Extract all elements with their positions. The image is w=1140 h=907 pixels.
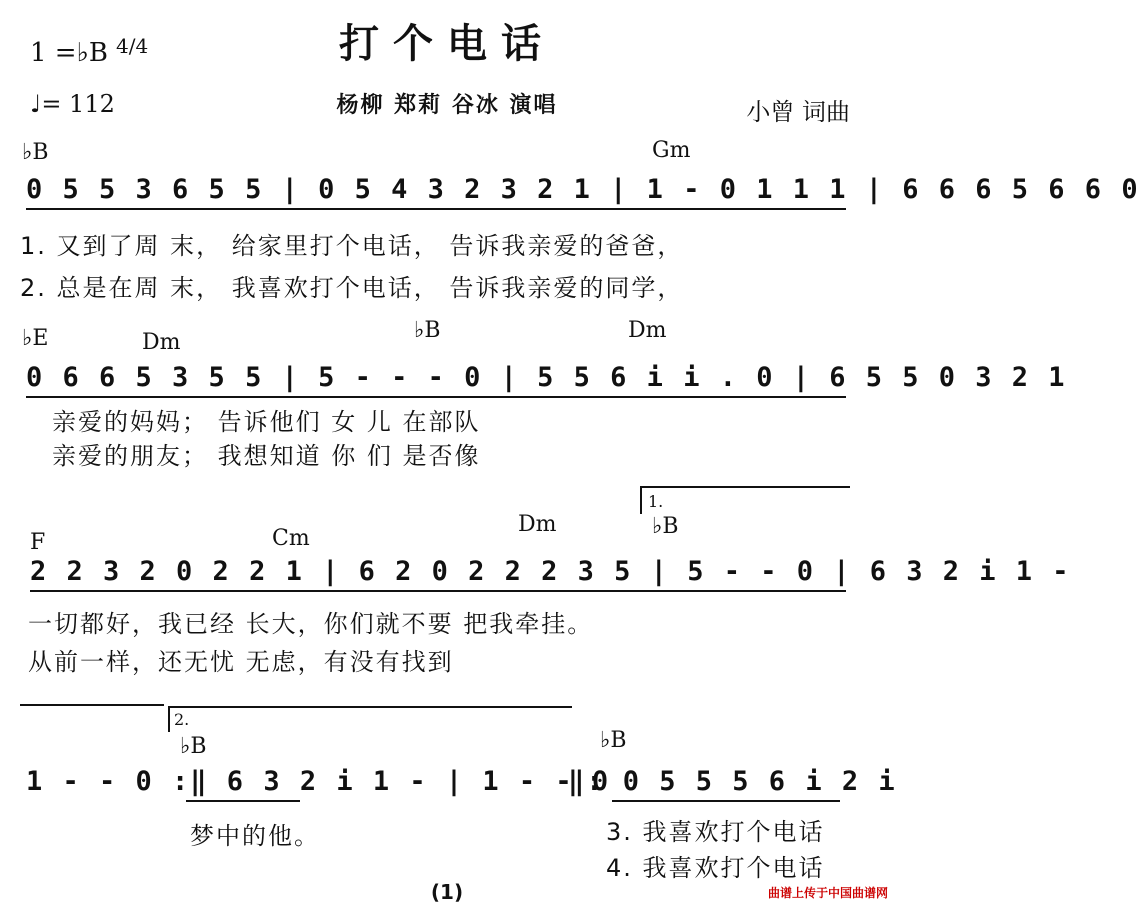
volta-bracket [168, 706, 572, 708]
volta-bracket [640, 486, 642, 514]
source-watermark: 曲谱上传于中国曲谱网 [767, 886, 888, 900]
notation-line: 0 6 6 5 3 5 5 | 5 - - - 0 | 5 5 6 i i . 0 | 6 5 5 0 3 2 1 [26, 362, 1067, 393]
lyric-verse-2: 2. 总是在周 末， 我喜欢打个电话， 告诉我亲爱的同学， [20, 274, 684, 302]
chord-label: Dm [142, 330, 181, 355]
page-number: (1) [430, 880, 464, 904]
lyric-verse-2: 亲爱的朋友； 我想知道 你 们 是否像 [52, 442, 481, 470]
volta-bracket [20, 704, 164, 706]
volta-number: 1. [648, 492, 664, 511]
volta-number: 2. [174, 710, 190, 729]
volta-bracket [640, 486, 850, 488]
lyric-verse-2: 梦中的他。 [190, 822, 320, 850]
notation-line: ‖: 0 5 5 5 6 i 2 i [568, 766, 897, 797]
chord-label: ♭B [600, 728, 627, 753]
lyric-verse-2: 从前一样，还无忧 无虑，有没有找到 [28, 648, 454, 676]
chord-label: ♭B [652, 514, 679, 539]
chord-label: ♭B [180, 734, 207, 759]
chord-label: Dm [628, 318, 667, 343]
key-signature: 1 =♭B [30, 38, 108, 68]
notation-line: 1 - - 0 :‖ 6 3 2 i 1 - | 1 - - 0 [26, 766, 611, 797]
lyric-verse-4: 4. 我喜欢打个电话 [606, 854, 825, 882]
beat-underline [612, 800, 840, 802]
lyric-verse-3: 3. 我喜欢打个电话 [606, 818, 825, 846]
composer-credit: 小曾 词曲 [746, 98, 850, 126]
chord-label: ♭B [414, 318, 441, 343]
chord-label: F [30, 530, 46, 555]
chord-label: Cm [272, 526, 310, 551]
performers: 杨柳 郑莉 谷冰 演唱 [336, 93, 558, 118]
lyric-verse-1: 亲爱的妈妈； 告诉他们 女 儿 在部队 [52, 408, 481, 436]
lyric-verse-1: 一切都好，我已经 长大，你们就不要 把我牵挂。 [28, 610, 594, 638]
chord-label: Dm [518, 512, 557, 537]
beat-underline [26, 396, 846, 398]
beat-underline [26, 208, 846, 210]
song-title: 打个电话 [339, 21, 555, 67]
time-signature: 4/4 [116, 34, 149, 58]
lyric-verse-1: 1. 又到了周 末， 给家里打个电话， 告诉我亲爱的爸爸， [20, 232, 684, 260]
notation-line: 0 5 5 3 6 5 5 | 0 5 4 3 2 3 2 1 | 1 - 0 1 1 1 | 6 6 6 5 6 6 0 [26, 174, 1140, 205]
chord-label: ♭E [22, 326, 49, 351]
beat-underline [186, 800, 300, 802]
chord-label: Gm [652, 138, 691, 163]
notation-line: 2 2 3 2 0 2 2 1 | 6 2 0 2 2 2 3 5 | 5 - - 0 | 6 3 2 i 1 - [30, 556, 1071, 587]
chord-label: ♭B [22, 140, 49, 165]
beat-underline [30, 590, 846, 592]
tempo-marking: ♩= 112 [30, 90, 115, 118]
volta-bracket [168, 706, 170, 732]
